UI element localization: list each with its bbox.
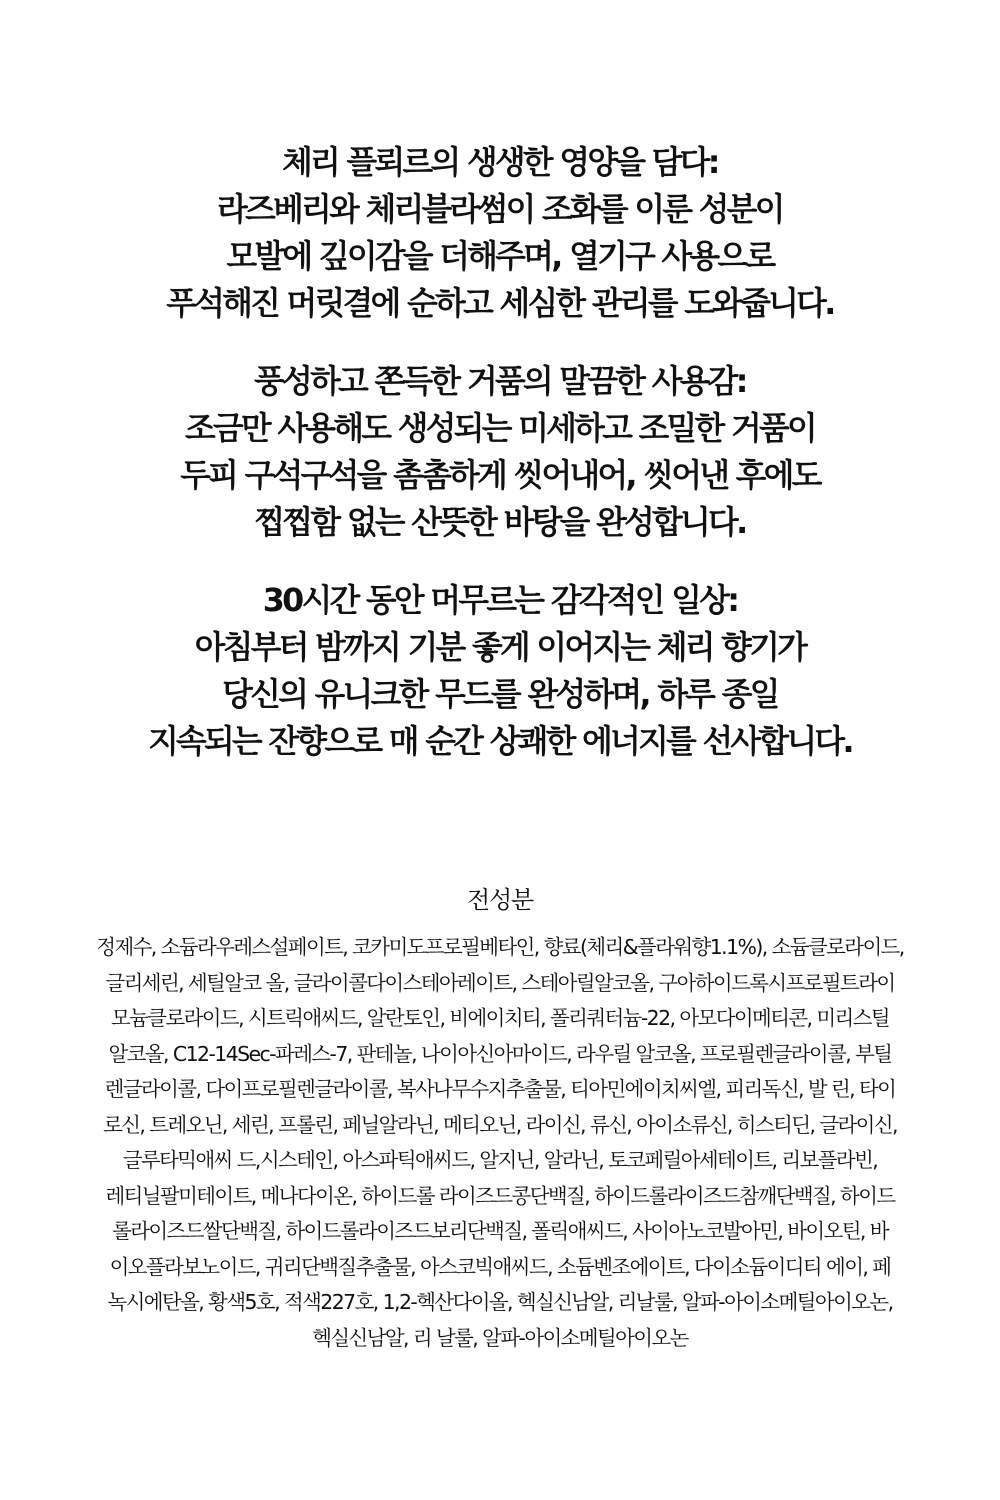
ingredients-section <box>40 878 960 1356</box>
description-line: 찝찝함 없는 산뜻한 바탕을 완성합니다. <box>254 505 746 541</box>
ingredients-line: 이오플라보노이드, 귀리단백질추출물, 아스코빅애씨드, 소듐벤조에이트, 다이소듐이디티 에이, 페 <box>109 1254 891 1279</box>
ingredients-line: 정제수, 소듐라우레스설페이트, 코카미도프로필베타인, 향료(체리&플라워향1.1%), 소듐클로라이드, <box>96 935 904 959</box>
description-paragraph-lather <box>0 359 1000 547</box>
ingredients-line: 모늄클로라이드, 시트릭애씨드, 알란토인, 비에이치티, 폴리쿼터늄-22, 아모다이메티콘, 미리스틸 <box>110 1006 890 1030</box>
ingredients-line: 글리세린, 세틸알코 올, 글라이콜다이스테아레이트, 스테아릴알코올, 구아하이드록시프로필트라이 <box>105 970 895 995</box>
ingredients-line: 롤라이즈드쌀단백질, 하이드롤라이즈드보리단백질, 폴릭애씨드, 사이아노코발아민, 바이오틴, 바 <box>112 1219 888 1243</box>
description-heading: 풍성하고 쫀득한 거품의 말끔한 사용감: <box>254 364 746 400</box>
ingredients-line: 레티닐팔미테이트, 메나다이온, 하이드롤 라이즈드콩단백질, 하이드롤라이즈드참깨단백질, 하이드 <box>105 1183 895 1208</box>
description-paragraph-nourishment <box>0 140 1000 328</box>
description-heading: 30시간 동안 머무르는 감각적인 일상: <box>262 583 738 619</box>
description-heading: 체리 플뢰르의 생생한 영양을 담다: <box>282 145 718 181</box>
ingredients-line: 로신, 트레오닌, 세린, 프롤린, 페닐알라닌, 메티오닌, 라이신, 류신, 아이소류신, 히스티딘, 글라이신, <box>103 1112 897 1137</box>
description-line: 조금만 사용해도 생성되는 미세하고 조밀한 거품이 <box>184 411 816 447</box>
ingredients-line: 글루타믹애씨 드,시스테인, 아스파틱애씨드, 알지닌, 알라닌, 토코페릴아세테이트, 리보플라빈, <box>122 1148 878 1172</box>
description-line: 아침부터 밤까지 기분 좋게 이어지는 체리 향기가 <box>194 630 806 666</box>
description-line: 당신의 유니크한 무드를 완성하며, 하루 종일 <box>222 677 778 713</box>
description-line: 지속되는 잔향으로 매 순간 상쾌한 에너지를 선사합니다. <box>148 724 852 760</box>
product-description <box>0 140 1000 797</box>
description-line: 모발에 깊이감을 더해주며, 열기구 사용으로 <box>226 239 774 275</box>
description-line: 라즈베리와 체리블라썸이 조화를 이룬 성분이 <box>217 192 783 228</box>
ingredients-title: 전성분 <box>467 886 533 914</box>
description-paragraph-fragrance <box>0 578 1000 766</box>
ingredients-line: 알코올, C12-14Sec-파레스-7, 판테놀, 나이아신아마이드, 라우릴 알코올, 프로필렌글라이콜, 부틸 <box>108 1041 892 1066</box>
ingredients-line: 헥실신남알, 리 날룰, 알파-아이소메틸아이오논 <box>312 1325 688 1350</box>
description-line: 푸석해진 머릿결에 순하고 세심한 관리를 도와줍니다. <box>166 286 834 322</box>
ingredients-line: 녹시에탄올, 황색5호, 적색227호, 1,2-헥산다이올, 헥실신남알, 리날룰, 알파-아이소메틸아이오논, <box>107 1290 893 1314</box>
ingredients-line: 렌글라이콜, 다이프로필렌글라이콜, 복사나무수지추출물, 티아민에이치씨엘, 피리독신, 발 린, 타이 <box>104 1077 896 1101</box>
description-line: 두피 구석구석을 촘촘하게 씻어내어, 씻어낸 후에도 <box>180 458 820 494</box>
